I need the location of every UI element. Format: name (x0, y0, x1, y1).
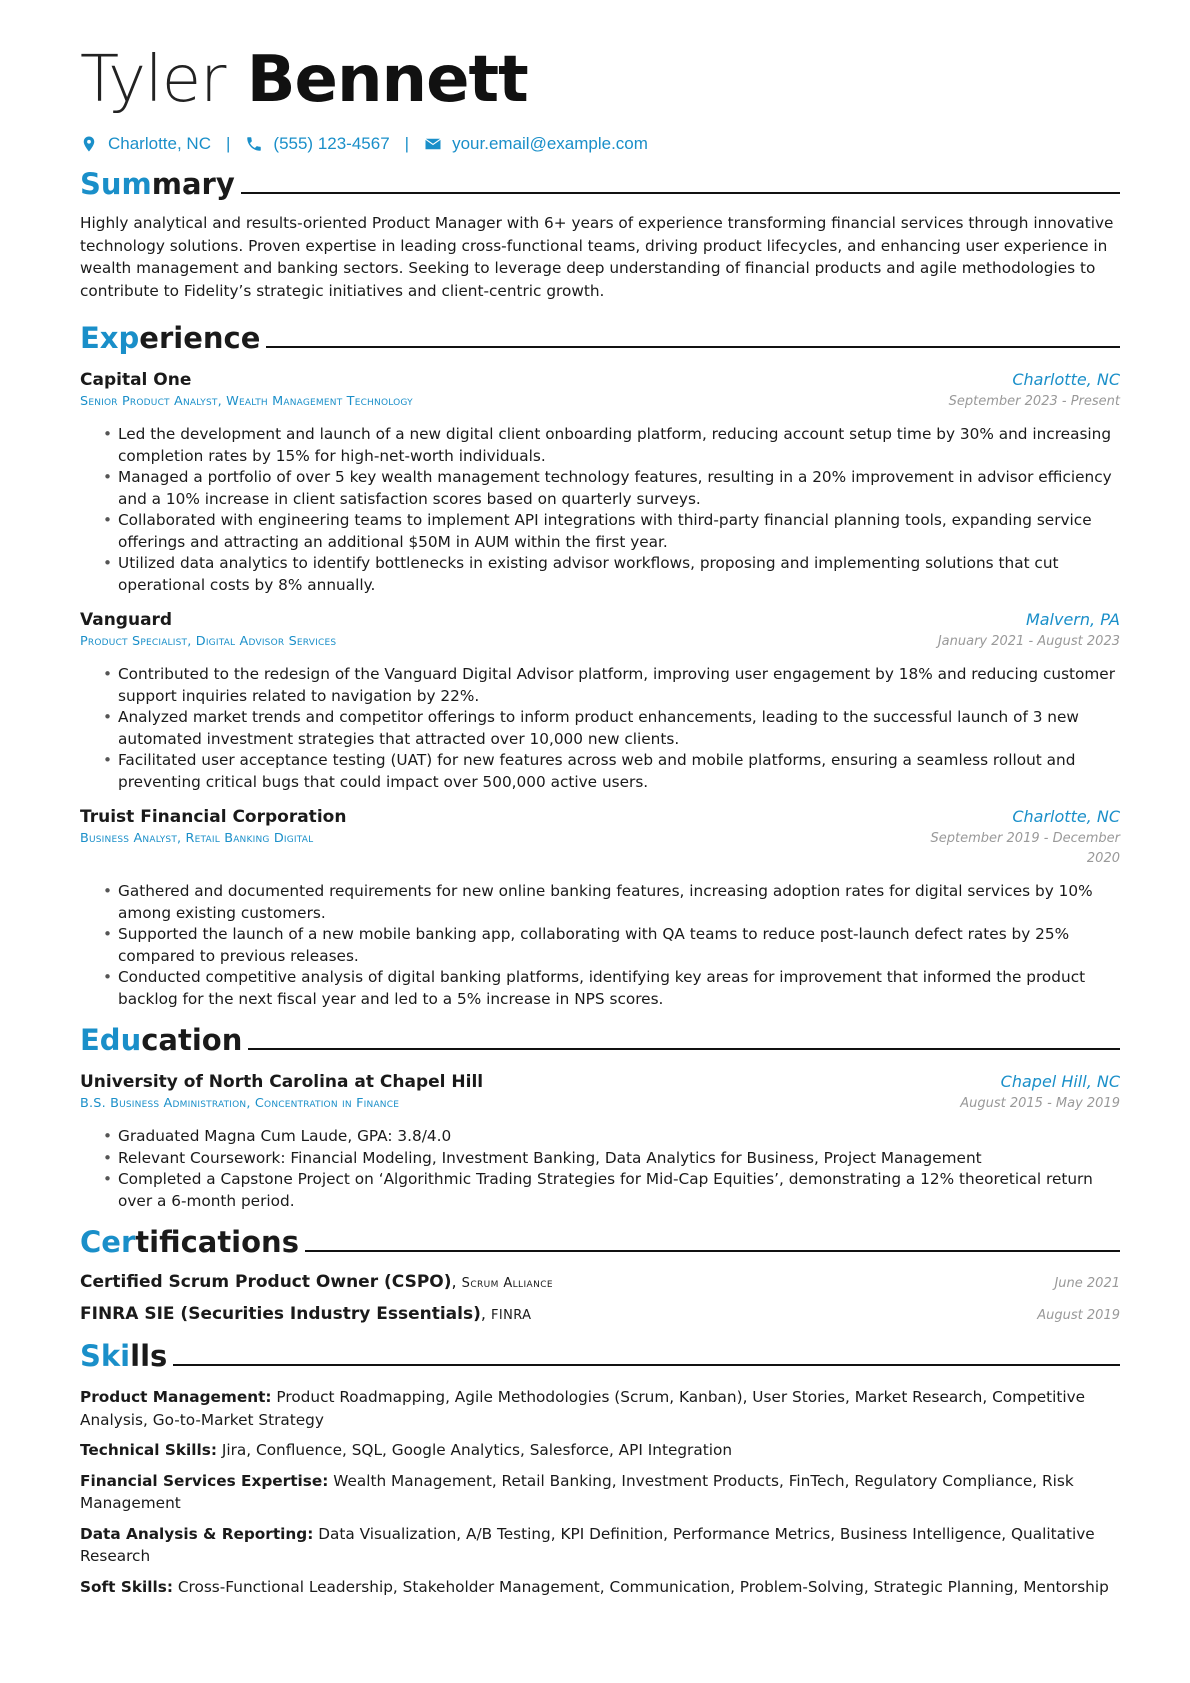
skill-list: Data Visualization, A/B Testing, KPI Definition, Performance Metrics, Business Intelligence, Qualitative Research (80, 1524, 1095, 1565)
education-bullets (80, 1126, 1120, 1212)
bullet-item: • Managed a portfolio of over 5 key wealth management technology features, resulting in a 20% improvement in advisor efficiency and a 10% increase in client satisfaction scores based on quarterly surveys. (118, 467, 1120, 510)
certification-entry: Certified Scrum Product Owner (CSPO), Scrum Alliance June 2021 (80, 1272, 1120, 1292)
bullet-item: • Analyzed market trends and competitor offerings to inform product enhancements, leading to the successful launch of 3 new automated investment strategies that attracted over 10,000 new clients. (118, 707, 1120, 750)
contact-bar (80, 134, 1120, 154)
bullet-item: • Utilized data analytics to identify bottlenecks in existing advisor workflows, proposing and implementing solutions that cut operational costs by 8% annually. (118, 553, 1120, 596)
bullet-item: • Led the development and launch of a new digital client onboarding platform, reducing account setup time by 30% and increasing completion rates by 15% for high-net-worth individuals. (118, 424, 1120, 467)
certification-name: FINRA SIE (Securities Industry Essentials) (80, 1304, 481, 1324)
bullet-item: • Graduated Magna Cum Laude, GPA: 3.8/4.0 (118, 1126, 1120, 1148)
location-text: Charlotte, NC (108, 134, 211, 153)
bullet-item: • Supported the launch of a new mobile banking app, collaborating with QA teams to reduce post-launch defect rates by 25% compared to previous releases. (118, 924, 1120, 967)
employer-name: Capital One (80, 370, 192, 390)
section-heading-summary: Summary (80, 162, 1120, 202)
job-dates: September 2019 - December 2020 (930, 831, 1120, 866)
degree: B.S. Business Administration, Concentration in Finance (80, 1096, 400, 1111)
bullet-item: • Gathered and documented requirements for new online banking features, increasing adoption rates for digital services by 10% among existing customers. (118, 881, 1120, 924)
certification-entry: FINRA SIE (Securities Industry Essentials), FINRA August 2019 (80, 1304, 1120, 1324)
skill-category: Product Management: (80, 1388, 272, 1406)
skill-list: Jira, Confluence, SQL, Google Analytics, Salesforce, API Integration (221, 1441, 733, 1459)
phone-icon (245, 135, 263, 153)
school-location: Chapel Hill, NC (1000, 1072, 1120, 1091)
section-rule (248, 1048, 1120, 1050)
skill-row (80, 1439, 1120, 1462)
skill-category: Technical Skills: (80, 1441, 217, 1459)
certification-name: Certified Scrum Product Owner (CSPO) (80, 1272, 452, 1292)
school-name: University of North Carolina at Chapel Hill (80, 1072, 484, 1092)
contact-location (80, 134, 211, 154)
bullet-item: • Relevant Coursework: Financial Modeling, Investment Banking, Data Analytics for Business, Project Management (118, 1148, 1120, 1170)
certification-issuer: FINRA (491, 1308, 532, 1323)
section-heading-certifications: Certifications (80, 1220, 1120, 1260)
skill-category: Financial Services Expertise: (80, 1471, 329, 1490)
skill-list: Product Roadmapping, Agile Methodologies (Scrum, Kanban), User Stories, Market Research, Competitive Analysis, Go-to-Market Strategy (80, 1388, 1086, 1429)
skill-row (80, 1470, 1120, 1515)
job-location: Malvern, PA (1025, 610, 1120, 629)
job-bullets (80, 881, 1120, 1010)
skill-row (80, 1523, 1120, 1568)
contact-separator: | (225, 134, 231, 153)
first-name: Tyler (80, 43, 226, 117)
skill-row (80, 1386, 1120, 1431)
phone-text: (555) 123-4567 (273, 134, 390, 153)
envelope-icon (424, 135, 442, 153)
job-title: Senior Product Analyst, Wealth Management Technology (80, 394, 413, 409)
email-text: your.email@example.com (452, 134, 648, 153)
skill-list: Wealth Management, Retail Banking, Investment Products, FinTech, Regulatory Compliance, Risk Management (80, 1471, 1074, 1512)
contact-phone[interactable] (245, 134, 389, 154)
section-heading-experience: Experience (80, 316, 1120, 356)
job-title: Product Specialist, Digital Advisor Services (80, 634, 337, 649)
skill-category: Soft Skills: (80, 1577, 173, 1596)
candidate-name (80, 40, 1120, 120)
employer-name: Truist Financial Corporation (80, 807, 347, 827)
bullet-item: • Collaborated with engineering teams to implement API integrations with third-party financial planning tools, expanding service offerings and attracting an additional $50M in AUM within the first year. (118, 510, 1120, 553)
skill-row (80, 1576, 1120, 1599)
section-rule (266, 346, 1120, 348)
certification-date: June 2021 (1054, 1276, 1120, 1291)
education-entry (80, 1070, 1120, 1212)
map-pin-icon (80, 135, 98, 153)
skill-list: Cross-Functional Leadership, Stakeholder Management, Communication, Problem-Solving, Strategic Planning, Mentorship (177, 1577, 1109, 1596)
contact-email[interactable] (424, 134, 648, 154)
experience-entry (80, 608, 1120, 793)
section-rule (173, 1364, 1120, 1366)
section-heading-skills: Skills (80, 1334, 1120, 1374)
section-rule (241, 192, 1120, 194)
bullet-item: • Conducted competitive analysis of digital banking platforms, identifying key areas for improvement that informed the product backlog for the next fiscal year and led to a 5% increase in NPS scores. (118, 967, 1120, 1010)
contact-separator: | (404, 134, 410, 153)
job-location: Charlotte, NC (1012, 807, 1120, 826)
section-heading-education: Education (80, 1018, 1120, 1058)
experience-entry (80, 368, 1120, 596)
education-dates: August 2015 - May 2019 (960, 1096, 1120, 1111)
bullet-item: • Completed a Capstone Project on ‘Algorithmic Trading Strategies for Mid-Cap Equities’, demonstrating a 12% theoretical return over a 6-month period. (118, 1169, 1120, 1212)
job-dates: January 2021 - August 2023 (937, 634, 1120, 649)
job-dates: September 2023 - Present (948, 394, 1120, 409)
section-rule (305, 1250, 1120, 1252)
skill-category: Data Analysis & Reporting: (80, 1524, 314, 1543)
summary-text: Highly analytical and results-oriented Product Manager with 6+ years of experience transforming financial services through innovative technology solutions. Proven expertise in leading cross-functional teams, driving product lifecycles, and enhancing user experience in wealth management and banking sectors. Seeking to leverage deep understanding of financial products and agile methodologies to contribute to Fidelity’s strategic initiatives and client-centric growth. (80, 214, 1114, 300)
job-bullets (80, 424, 1120, 596)
employer-name: Vanguard (80, 610, 173, 630)
bullet-item: • Facilitated user acceptance testing (UAT) for new features across web and mobile platforms, ensuring a seamless rollout and preventing critical bugs that could impact over 500,000 active users. (118, 750, 1120, 793)
certification-issuer: Scrum Alliance (461, 1276, 553, 1291)
job-title: Business Analyst, Retail Banking Digital (80, 831, 314, 846)
bullet-item: • Contributed to the redesign of the Vanguard Digital Advisor platform, improving user engagement by 18% and reducing customer support inquiries related to navigation by 22%. (118, 664, 1120, 707)
job-location: Charlotte, NC (1012, 370, 1120, 389)
experience-entry (80, 805, 1120, 1010)
job-bullets (80, 664, 1120, 793)
certification-date: August 2019 (1037, 1308, 1120, 1323)
last-name: Bennett (246, 43, 528, 117)
